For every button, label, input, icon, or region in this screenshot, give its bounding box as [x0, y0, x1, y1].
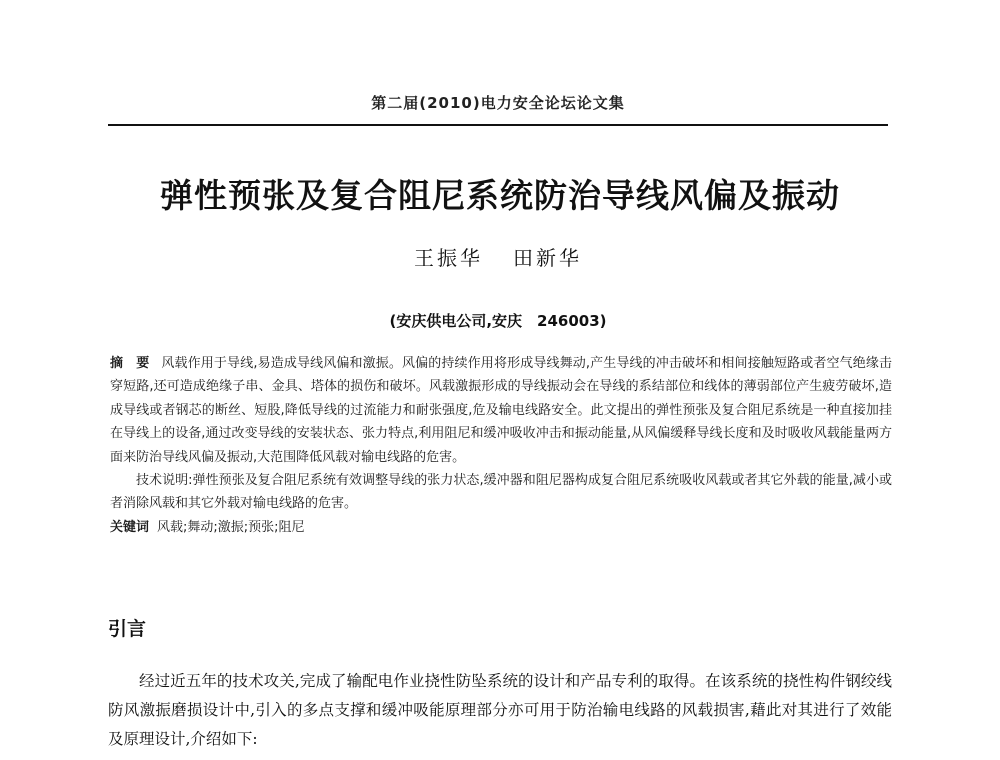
- intro-paragraph: [108, 667, 892, 754]
- author-list: [108, 242, 888, 271]
- keywords-label: 关键词: [110, 519, 150, 535]
- author-name: 王振华: [414, 246, 483, 270]
- abstract-label: 摘 要: [110, 356, 150, 371]
- keywords-text: 风载;舞动;激振;预张;阻尼: [157, 519, 305, 535]
- technical-note: 技术说明:弹性预张及复合阻尼系统有效调整导线的张力状态,缓冲器和阻尼器构成复合阻尼系统吸收风载或者其它外载的能量,减小或者消除风载和其它外载对输电线路的危害。: [110, 473, 892, 512]
- abstract-block: [110, 352, 892, 539]
- body-paragraph: 经过近五年的技术攻关,完成了输配电作业挠性防坠系统的设计和产品专利的取得。在该系统的挠性构件钢绞线防风激振磨损设计中,引入的多点支撑和缓冲吸能原理部分亦可用于防治输电线路的风载损害,藉此对其进行了效能及原理设计,介绍如下:: [108, 672, 892, 748]
- affiliation: (安庆供电公司,安庆 246003): [389, 312, 607, 330]
- abstract-paragraph: [110, 352, 892, 469]
- section-heading: 引言: [108, 618, 147, 640]
- paper-title: 弹性预张及复合阻尼系统防治导线风偏及振动: [160, 176, 840, 215]
- author-name: 田新华: [513, 246, 582, 270]
- header-rule: [108, 124, 888, 126]
- keywords-line: [110, 516, 892, 539]
- abstract-text: 风载作用于导线,易造成导线风偏和激振。风偏的持续作用将形成导线舞动,产生导线的冲击破坏和相间接触短路或者空气绝缘击穿短路,还可造成绝缘子串、金具、塔体的损伤和破坏。风载激振形成的导线振动会在导线的系结部位和线体的薄弱部位产生疲劳破坏,造成导线或者钢芯的断丝、短股,降低导线的过流能力和耐张强度,危及输电线路安全。此文提出的弹性预张及复合阻尼系统是一种直接加挂在导线上的设备,通过改变导线的安装状态、张力特点,利用阻尼和缓冲吸收冲击和振动能量,从风偏缓释导线长度和及时吸收风载能量两方面来防治导线风偏及振动,大范围降低风载对输电线路的危害。: [110, 356, 892, 465]
- running-head: 第二届(2010)电力安全论坛论文集: [371, 94, 625, 112]
